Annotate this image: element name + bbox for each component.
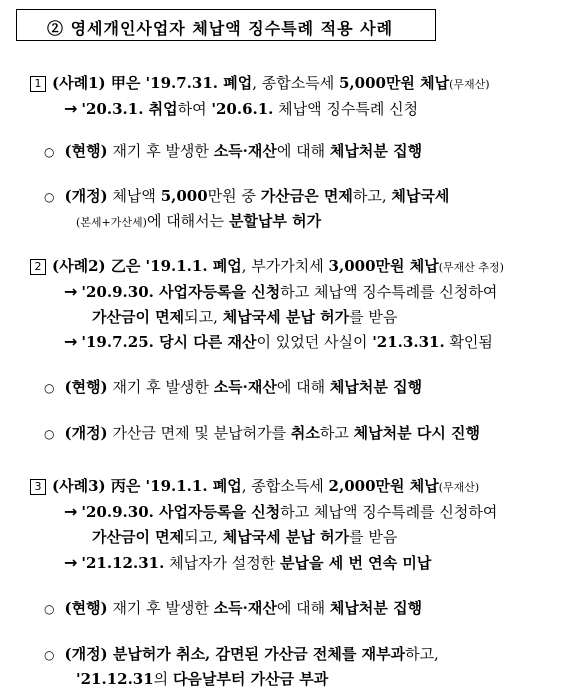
case2-revised: ○ (개정) 가산금 면제 및 분납허가를 취소하고 체납처분 다시 진행 — [44, 424, 481, 442]
case3-line3: 가산금이 면제되고, 체납국세 분납 허가를 받음 — [92, 528, 398, 546]
arrow-icon: → — [64, 553, 78, 572]
arrow-icon: → — [64, 99, 78, 118]
bullet-icon: ○ — [44, 648, 55, 662]
case3-line2: → '20.9.30. 사업자등록을 신청하고 체납액 징수특례를 신청하여 — [64, 502, 498, 521]
case1-line1: 1 (사례1) 甲은 '19.7.31. 폐업, 종합소득세 5,000만원 체납(무재산) — [30, 73, 490, 95]
bullet-icon: ○ — [44, 602, 55, 616]
section-header-title: ② 영세개인사업자 체납액 징수특례 적용 사례 — [47, 19, 394, 38]
arrow-icon: → — [64, 502, 78, 521]
bullet-icon: ○ — [44, 381, 55, 395]
case-number-box: 2 — [30, 259, 46, 275]
case2-line3: 가산금이 면제되고, 체납국세 분납 허가를 받음 — [92, 308, 398, 326]
case1-revised-2: (본세+가산세)에 대해서는 분할납부 허가 — [76, 212, 322, 230]
arrow-icon: → — [64, 282, 78, 301]
section-header-box — [16, 9, 436, 41]
case-number-box: 1 — [30, 76, 46, 92]
case3-current: ○ (현행) 재기 후 발생한 소득·재산에 대해 체납처분 집행 — [44, 599, 423, 617]
case3-line1: 3 (사례3) 丙은 '19.1.1. 폐업, 종합소득세 2,000만원 체납(무재산) — [30, 476, 479, 498]
arrow-icon: → — [64, 332, 78, 351]
bullet-icon: ○ — [44, 190, 55, 204]
case1-current: ○ (현행) 재기 후 발생한 소득·재산에 대해 체납처분 집행 — [44, 142, 423, 160]
case2-line2: → '20.9.30. 사업자등록을 신청하고 체납액 징수특례를 신청하여 — [64, 282, 498, 301]
case1-line2: → '20.3.1. 취업하여 '20.6.1. 체납액 징수특례 신청 — [64, 99, 419, 118]
case3-line4: → '21.12.31. 체납자가 설정한 분납을 세 번 연속 미납 — [64, 553, 432, 572]
case2-current: ○ (현행) 재기 후 발생한 소득·재산에 대해 체납처분 집행 — [44, 378, 423, 396]
case-number-box: 3 — [30, 479, 46, 495]
case2-line4: → '19.7.25. 당시 다른 재산이 있었던 사실이 '21.3.31. 확인됨 — [64, 332, 493, 351]
case2-line1: 2 (사례2) 乙은 '19.1.1. 폐업, 부가가치세 3,000만원 체납(무재산 추정) — [30, 256, 504, 278]
bullet-icon: ○ — [44, 427, 55, 441]
case3-revised-1: ○ (개정) 분납허가 취소, 감면된 가산금 전체를 재부과하고, — [44, 645, 439, 663]
case1-revised-1: ○ (개정) 체납액 5,000만원 중 가산금은 면제하고, 체납국세 — [44, 187, 450, 205]
case3-revised-2: '21.12.31의 다음날부터 가산금 부과 — [76, 670, 329, 688]
bullet-icon: ○ — [44, 145, 55, 159]
